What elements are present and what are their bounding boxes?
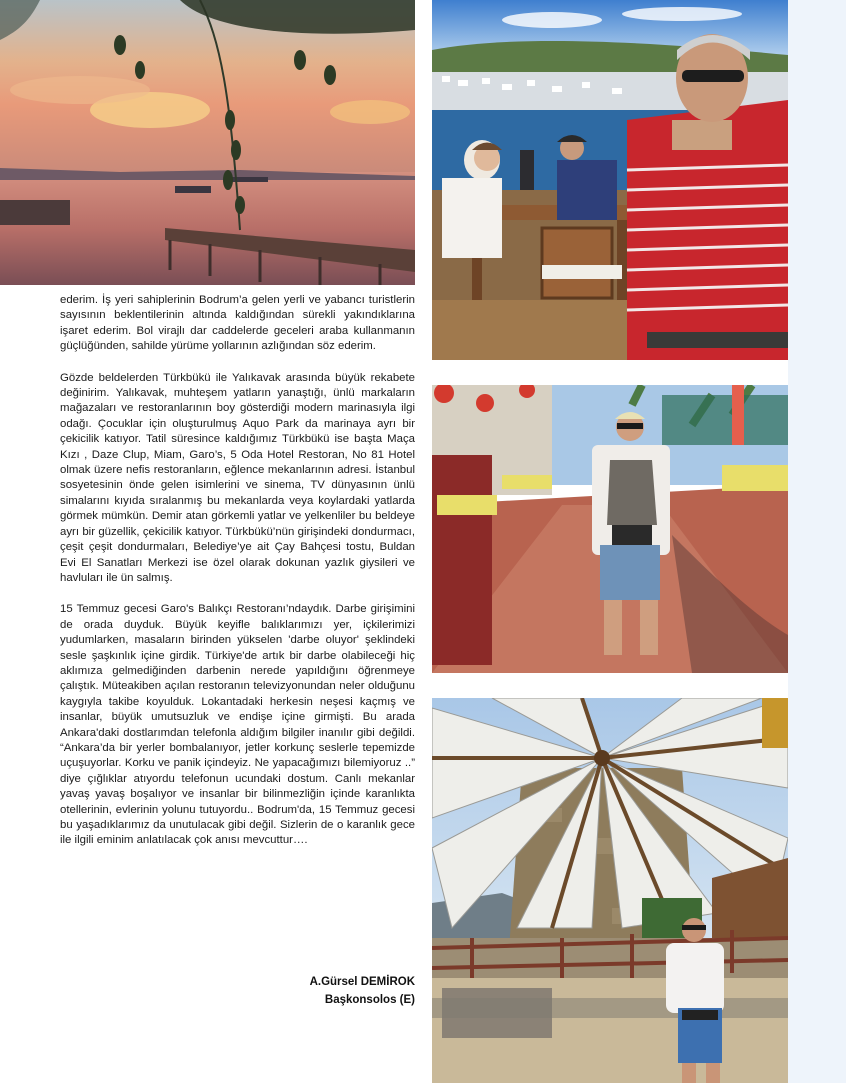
- waterfront-cafe-photo: [432, 0, 788, 360]
- author-signature: [200, 973, 415, 1009]
- paragraph-2: Gözde beldelerden Türkbükü ile Yalıkavak arasında büyük rekabete değinirim. Yalıkavak, muhteşem yatların yanaştığı, ünlü markaların mağazaları ve restoranlarının boy gösterdiği modern marinasıyla ilgi odağı. Çocuklar için oluşturulmuş Aquo Park da marinaya ayrı bir çekicilik katıyor. Tatil süresince kaldığımız Türkbükü ise başta Maça Kızı , Daze Clup, Miam, Garo’s, 5 Oda Hotel Restoran, No 81 Hotel olmak üzere nefis restoranların, eğlence mekanlarının adresi. İstanbul sosyetesinin önde gelen isimlerini ve sinema, TV dünyasının ünlü simalarını kıyıda sıralanmış bu mekanlarda veya koylardaki yatlarda görmek mümkün. Demir atan görkemli yatlar ve yelkenliler bu beldeye ayrı bir güzellik, çekicilik katıyor. Türkbükü’nün girişindeki dondurmacı, çeşit çeşit dondurmaları, Belediye’ye ait Çay Bahçesi tostu, Buldan Evi El Sanatları Merkezi ise özel olarak dokunan yazlık giysileri ve havluları ile ün salmış.: [60, 371, 415, 584]
- sunset-marina-photo: [0, 0, 415, 285]
- article-body: [60, 293, 415, 865]
- page-margin: [788, 0, 846, 1083]
- author-name: A.Gürsel DEMİROK: [309, 976, 415, 988]
- author-role: Başkonsolos (E): [324, 994, 415, 1006]
- restaurant-street-photo: [432, 385, 788, 673]
- paragraph-3: 15 Temmuz gecesi Garo's Balıkçı Restoranı’ndaydık. Darbe girişimini de orada duyduk. Büyük keyifle balıklarımızı yer, içkilerimizi yudumlarken, masaların birinden yükselen 'darbe oluyor' şeklindeki sesle şaşkınlık içine girdik. Türkiye'de artık bir darbe olabileceği hiç aklımıza gelmediğinden darbenin nerede yapıldığını öğrenmeye çalıştık. Müteakiben açılan restoranın televizyonundan neler olduğunu kaygıyla takibe koyulduk. Lokantadaki herkesin neşesi kaçmış ve insanlar, büyük umutsuzluk ve endişe içine girmişti. Bu arada Ankara'daki dostlarımdan telefonla aldığım bilgiler inanılır gibi değildi. “Ankara’da bir yerler bombalanıyor, jetler korkunç seslerle tepemizde uçuşuyorlar. Korku ve panik içindeyiz. Ne yapacağımızı bilemiyoruz ..” diye çığlıklar atıyordu telefonun ucundaki dostum. Canlı mekanlar yavaş yavaş boşalıyor ve insanlar bir bilinmezliğin içinde karanlıkta otellerinin, evlerinin yolunu tutuyordu.. Bodrum'da, 15 Temmuz gecesi bu yaşadıklarımız da unutulacak gibi değil. Sizlerin de o karanlık gece ile ilgili eminim anlatılacak çok anısı mevcuttur….: [60, 603, 415, 847]
- windmill-photo: [432, 698, 788, 1083]
- paragraph-1: ederim. İş yeri sahiplerinin Bodrum’a gelen yerli ve yabancı turistlerin sayısının beklentilerinin altında kaldığından sürekli yakındıklarına işaret ederim. Bol virajlı dar caddelerde geceleri araba kullanmanın güçlüğünden, sahilde yürüme yollarının azlığından söz ederim.: [60, 294, 415, 353]
